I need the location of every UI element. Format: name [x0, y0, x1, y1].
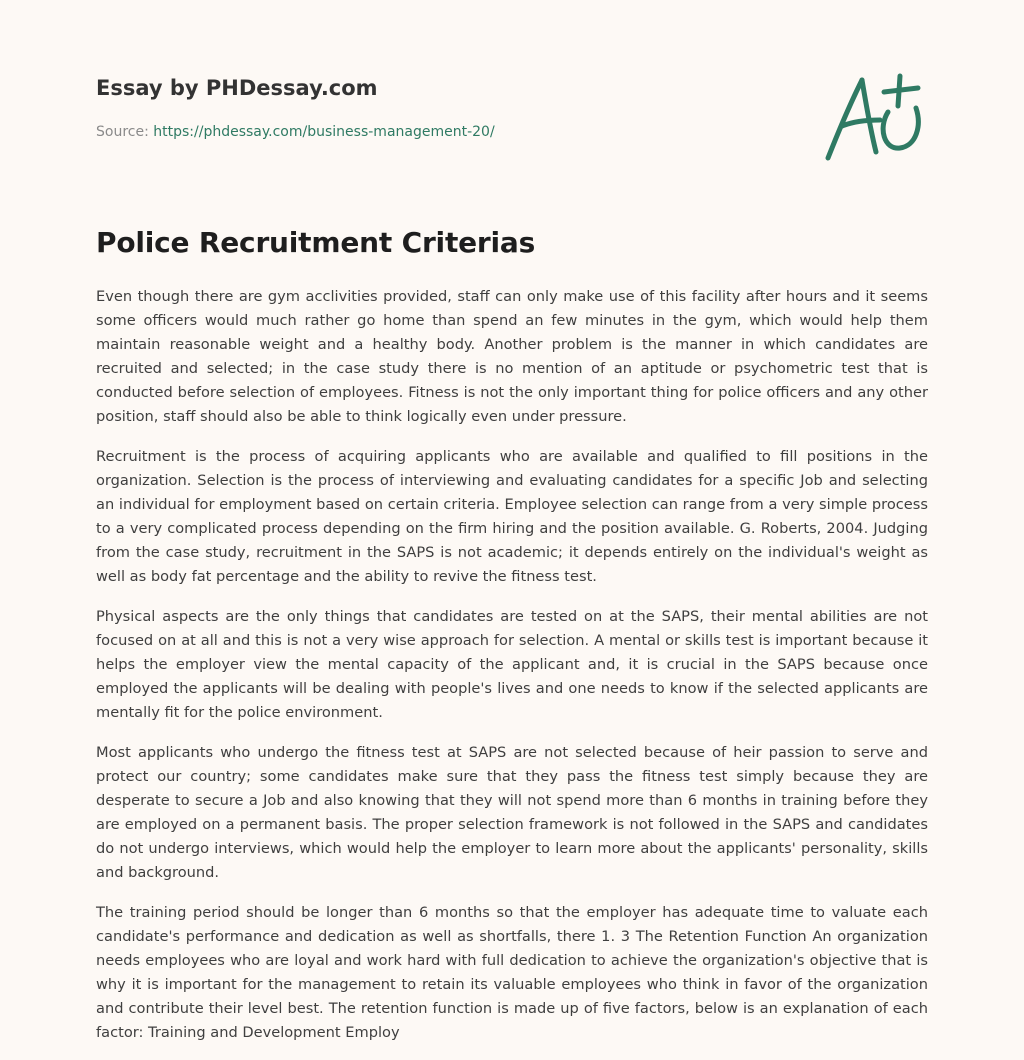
source-line: [96, 124, 495, 140]
essay-paragraph: Most applicants who undergo the fitness test at SAPS are not selected because of heir passion to serve and protect our country; some candidates make sure that they pass the fitness test simply because they are desperate to secure a Job and also knowing that they will not spend more than 6 months in training before they are employed on a permanent basis. The proper selection framework is not followed in the SAPS and candidates do not undergo interviews, which would help the employer to learn more about the applicants' personality, skills and background.: [96, 744, 928, 881]
a-plus-logo-icon: [822, 68, 928, 164]
source-link[interactable]: https://phdessay.com/business-management-20/: [153, 124, 495, 140]
source-label: Source:: [96, 124, 149, 140]
essay-paragraph: Physical aspects are the only things that candidates are tested on at the SAPS, their mental abilities are not focused on at all and this is not a very wise approach for selection. A mental or skills test is important because it helps the employer view the mental capacity of the applicant and, it is crucial in the SAPS because once employed the applicants will be dealing with people's lives and one needs to know if the selected applicants are mentally fit for the police environment.: [96, 608, 928, 721]
brand-heading: Essay by PHDessay.com: [96, 76, 378, 100]
essay-paragraph: Even though there are gym acclivities provided, staff can only make use of this facility after hours and it seems some officers would much rather go home than spend an few minutes in the gym, which would help them maintain reasonable weight and a healthy body. Another problem is the manner in which candidates are recruited and selected; in the case study there is no mention of an aptitude or psychometric test that is conducted before selection of employees. Fitness is not the only important thing for police officers and any other position, staff should also be able to think logically even under pressure.: [96, 288, 928, 425]
essay-paragraph: The training period should be longer than 6 months so that the employer has adequate time to valuate each candidate's performance and dedication as well as shortfalls, there 1. 3 The Retention Function An organization needs employees who are loyal and work hard with full dedication to achieve the organization's objective that is why it is important for the management to retain its valuable employees who think in favor of the organization and contribute their level best. The retention function is made up of five factors, below is an explanation of each factor: Training and Development Employ: [96, 904, 928, 1041]
essay-title: Police Recruitment Criterias: [96, 226, 536, 259]
essay-body: [96, 285, 928, 1060]
essay-paragraph: Recruitment is the process of acquiring applicants who are available and qualified to fill positions in the organization. Selection is the process of interviewing and evaluating candidates for a specific Job and selecting an individual for employment based on certain criteria. Employee selection can range from a very simple process to a very complicated process depending on the firm hiring and the position available. G. Roberts, 2004. Judging from the case study, recruitment in the SAPS is not academic; it depends entirely on the individual's weight as well as body fat percentage and the ability to revive the fitness test.: [96, 448, 928, 585]
